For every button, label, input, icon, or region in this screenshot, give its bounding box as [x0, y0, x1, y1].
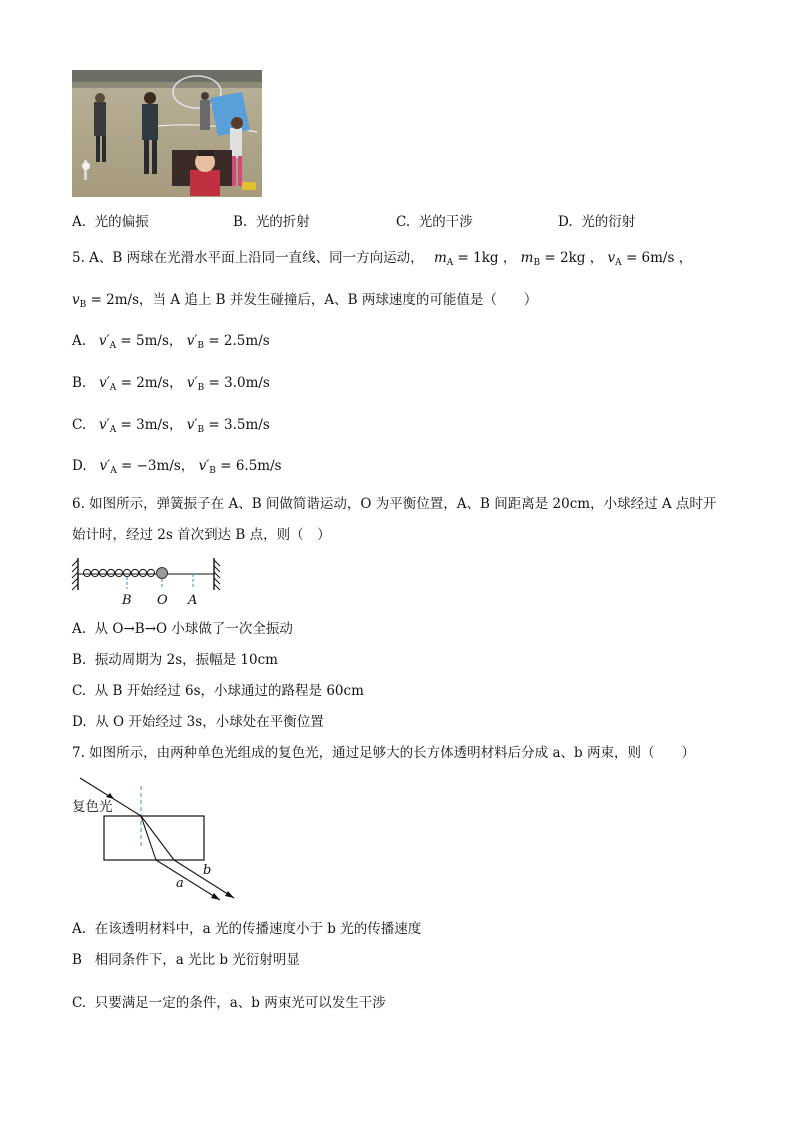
q4-option-d: D. 光的衍射: [558, 214, 636, 230]
q6-stem-line1: 6. 如图所示，弹簧振子在 A、B 间做简谐运动，O 为平衡位置，A、B 间距离是 20cm，小球经过 A 点时开: [72, 496, 717, 512]
ray-a-label: a: [176, 876, 184, 891]
q6-option-a: A. 从 O→B→O 小球做了一次全振动: [72, 621, 293, 637]
q6-stem-line2: 始计时，经过 2s 首次到达 B 点，则（ ）: [72, 527, 331, 543]
q5-stem-line2: $v_B = 2m/s$，当 A 追上 B 并发生碰撞后，A、B 两球速度的可能值是（ ）: [72, 292, 538, 310]
refraction-figure: [70, 770, 245, 910]
photo: [72, 70, 262, 197]
q7-stem: 7. 如图所示，由两种单色光组成的复色光，通过足够大的长方体透明材料后分成 a、b 两束，则（ ）: [72, 745, 695, 761]
q6-option-b: B. 振动周期为 2s，振幅是 10cm: [72, 652, 278, 668]
q7-option-c: C. 只要满足一定的条件，a、b 两束光可以发生干涉: [72, 995, 386, 1011]
label-a: A: [188, 593, 198, 608]
label-o: O: [157, 593, 168, 608]
q5-option-a: A. $v'_A = 5m/s$， $v'_B = 2.5m/s$: [72, 333, 270, 351]
q5-option-b: B. $v'_A = 2m/s$， $v'_B = 3.0m/s$: [72, 375, 270, 393]
ray-b-label: b: [203, 863, 212, 878]
q5-stem-line1: 5. A、B 两球在光滑水平面上沿同一直线、同一方向运动， $m_A = 1kg$ ， $m_B = 2kg$ ， $v_A = 6m/s$ ，: [72, 250, 693, 268]
q5-option-c: C. $v'_A = 3m/s$， $v'_B = 3.5m/s$: [72, 417, 270, 435]
q4-option-a: A. 光的偏振: [72, 214, 149, 230]
q6-option-d: D. 从 O 开始经过 3s，小球处在平衡位置: [72, 714, 324, 730]
q6-option-c: C. 从 B 开始经过 6s，小球通过的路程是 60cm: [72, 683, 364, 699]
q7-option-b: B 相同条件下，a 光比 b 光衍射明显: [72, 952, 300, 968]
q4-option-c: C. 光的干涉: [396, 214, 473, 230]
label-b: B: [122, 593, 132, 608]
q7-option-a: A. 在该透明材料中，a 光的传播速度小于 b 光的传播速度: [72, 921, 422, 937]
spring-oscillator-figure: [70, 556, 226, 608]
composite-light-label: 复色光: [72, 799, 113, 815]
q5-option-d: D. $v'_A = -3m/s$， $v'_B = 6.5m/s$: [72, 458, 282, 476]
q4-option-b: B. 光的折射: [233, 214, 310, 230]
